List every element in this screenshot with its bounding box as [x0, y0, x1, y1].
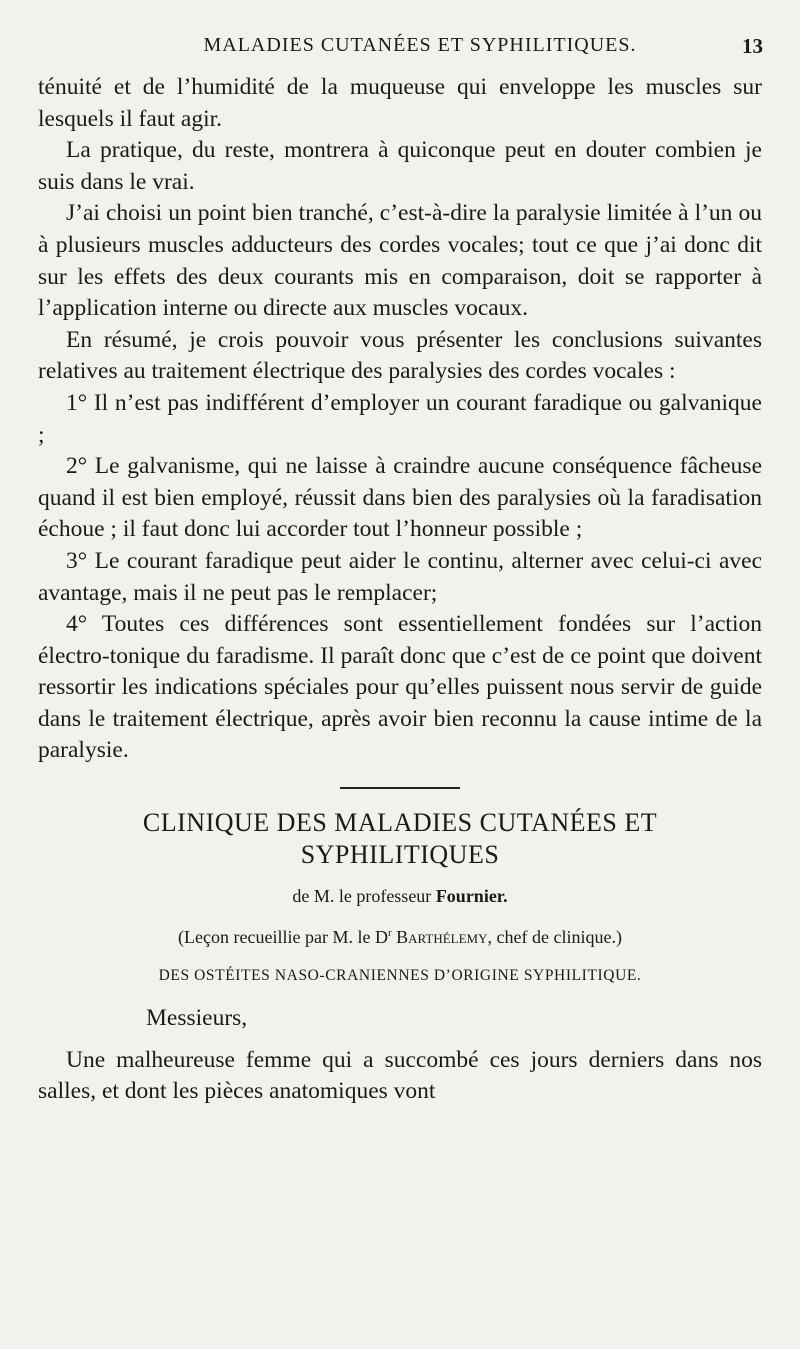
conclusion-item: 1° Il n’est pas indifférent d’employer un courant faradique ou galvanique ; [38, 389, 762, 448]
paragraph-continuation: ténuité et de l’humidité de la muqueuse qui enveloppe les muscles sur lesquels il faut agir. [38, 74, 762, 132]
byline-prefix: de M. le professeur [292, 886, 432, 907]
recorder-name: Barthélemy [396, 927, 488, 948]
lesson-note [38, 919, 762, 951]
paragraph: Une malheureuse femme qui a succombé ces jours derniers dans nos salles, et dont les pièces anatomiques vont [38, 1046, 762, 1105]
paragraph: En résumé, je crois pouvoir vous présenter les conclusions suivantes relatives au traitement électrique des paralysies des cordes vocales : [38, 326, 762, 385]
author-name: Fournier. [435, 886, 508, 907]
lesson-sup: r [387, 927, 392, 940]
article-title-line: SYPHILITIQUES [300, 840, 500, 870]
body-text [38, 72, 762, 1108]
salutation: Messieurs, [146, 1005, 248, 1032]
section-divider [340, 787, 460, 789]
lesson-suffix: , chef de clinique.) [487, 927, 622, 948]
conclusion-item: 3° Le courant faradique peut aider le continu, alterner avec celui-ci avec avantage, mais il ne peut pas le remplacer; [38, 547, 762, 606]
conclusion-item: 2° Le galvanisme, qui ne laisse à craindre aucune conséquence fâcheuse quand il est bien employé, réussit dans bien des paralysies où la faradisation échoue ; il faut donc lui accorder tout l’honneur possible ; [38, 453, 762, 543]
page-number: 13 [742, 34, 763, 58]
byline [38, 883, 762, 909]
lesson-prefix: (Leçon recueillie par M. le D [178, 927, 388, 948]
lecture-subtitle: DES OSTÉITES NASO-CRANIENNES D’ORIGINE SYPHILITIQUE. [158, 967, 642, 985]
conclusion-item: 4° Toutes ces différences sont essentiellement fondées sur l’action électro-tonique du faradisme. Il paraît donc que c’est de ce point que doivent ressortir les indications spéciales pour qu’elles puissent nous servir de guide dans le traitement électrique, après avoir bien reconnu la cause intime de la paralysie. [38, 611, 762, 764]
paragraph: J’ai choisi un point bien tranché, c’est-à-dire la paralysie limitée à l’un ou à plusieurs muscles adducteurs des cordes vocales; tout ce que j’ai donc dit sur les effets des deux courants mis en comparaison, doit se rapporter à l’application interne ou directe aux muscles vocaux. [38, 200, 762, 322]
article-title-line: CLINIQUE DES MALADIES CUTANÉES ET [142, 808, 658, 838]
page-header [40, 34, 765, 64]
paragraph: La pratique, du reste, montrera à quiconque peut en douter combien je suis dans le vrai. [38, 137, 762, 195]
running-head: MALADIES CUTANÉES ET SYPHILITIQUES. [203, 34, 637, 56]
article-title [38, 807, 762, 871]
